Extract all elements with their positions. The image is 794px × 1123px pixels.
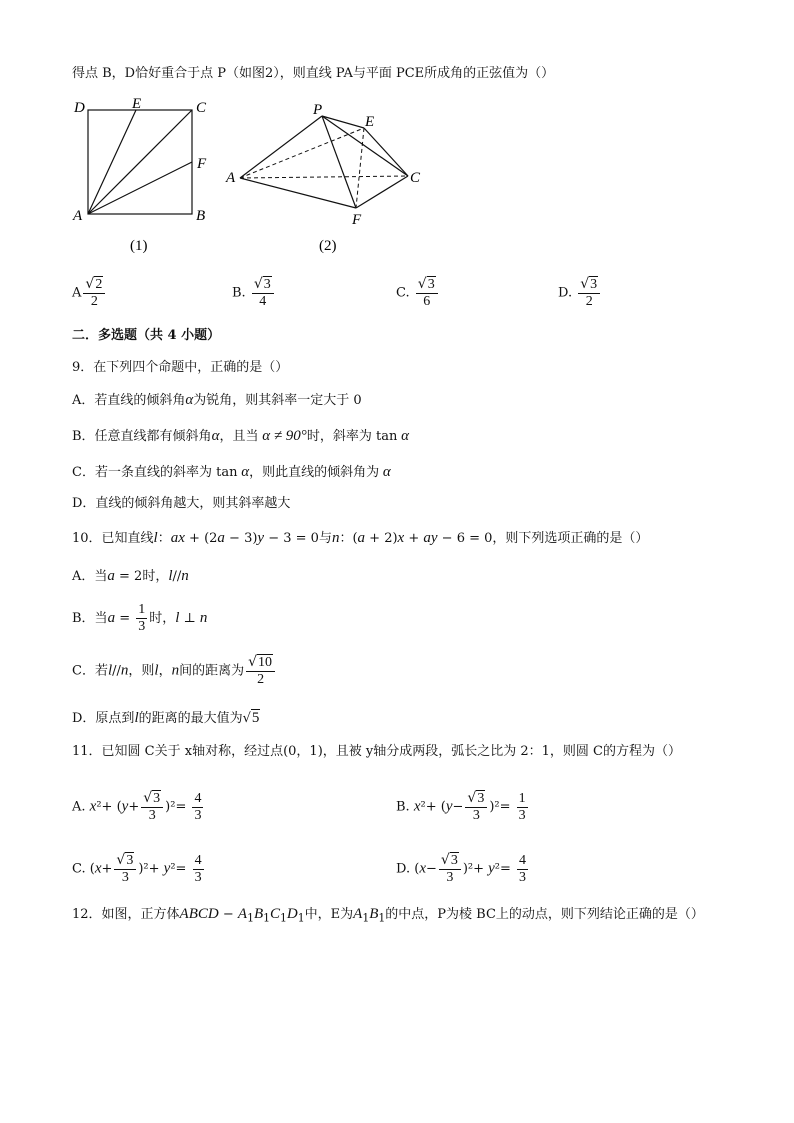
fig2-label-E: E: [365, 114, 375, 130]
fig1-caption: (1): [130, 238, 148, 254]
q12-stem: 12．如图，正方体ABCD − $A_1B_1C_1D_1$中，E为$A_1B_1$的中点，P为棱 BC上的动点，则下列结论正确的是（）: [72, 906, 704, 925]
option-fraction: $\frac{√2}{2}$: [83, 276, 105, 310]
option-fraction: $\frac{√3}{6}$: [416, 276, 438, 310]
option-letter: B.: [232, 285, 246, 301]
fig1-label-F: F: [197, 156, 207, 172]
q8-option-d[interactable]: [558, 276, 602, 310]
fig1-label-D: D: [74, 100, 85, 116]
fig2-label-F: F: [352, 212, 362, 228]
q8-option-a[interactable]: [72, 276, 107, 310]
q9-option-c[interactable]: C．若一条直线的斜率为 tan α，则此直线的倾斜角为 α: [72, 464, 391, 480]
option-letter: D.: [558, 285, 573, 301]
q8-option-c[interactable]: [396, 276, 440, 310]
fig2-caption: (2): [319, 238, 337, 254]
q11-option-c[interactable]: C. (x+ $\frac{√3}{3}$ )²+ y²= $\frac{4}{3}$: [72, 852, 202, 885]
q10-stem: 10．已知直线l：ax + (2a − 3)y − 3 = 0与n：(a + 2)x + ay − 6 = 0，则下列选项正确的是（）: [72, 530, 649, 546]
q9-option-a[interactable]: A．若直线的倾斜角α为锐角，则其斜率一定大于 0: [72, 392, 362, 408]
q10-option-b[interactable]: B．当a = $\frac{1}{3}$ 时，l ⊥ n: [72, 602, 208, 634]
q8-stem-line: 得点 B，D恰好重合于点 P（如图2），则直线 PA与平面 PCE所成角的正弦值为（）: [72, 66, 555, 81]
option-fraction: $\frac{√3}{4}$: [252, 276, 274, 310]
q10-option-d[interactable]: D．原点到l的距离的最大值为√5: [72, 710, 260, 726]
q10-option-c[interactable]: C．若l//n，则l，n间的距离为 $\frac{√10}{2}$: [72, 654, 277, 688]
option-letter: C.: [396, 285, 410, 301]
section-title: 二．多选题（共 4 小题）: [72, 328, 221, 343]
fig2-label-C: C: [410, 170, 421, 186]
fig1-label-C: C: [196, 100, 207, 116]
q11-option-a[interactable]: A. x²+ (y+ $\frac{√3}{3}$ )²= $\frac{4}{3}$: [72, 790, 202, 823]
q11-option-d[interactable]: D. (x− $\frac{√3}{3}$ )²+ y²= $\frac{4}{3}$: [396, 852, 527, 885]
q10-option-a[interactable]: A．当a = 2时，l//n: [72, 568, 189, 584]
q9-option-b[interactable]: B．任意直线都有倾斜角α，且当 α ≠ 90°时，斜率为 tan α: [72, 428, 409, 444]
fig1-label-E: E: [132, 96, 142, 112]
fig1-label-B: B: [196, 208, 206, 224]
fig1-label-A: A: [73, 208, 83, 224]
figure-1-square: [70, 96, 220, 256]
q11-option-b[interactable]: B. x²+ (y− $\frac{√3}{3}$ )²= $\frac{1}{3}$: [396, 790, 526, 823]
figure-2-pyramid: [222, 96, 432, 256]
option-fraction: $\frac{√3}{2}$: [578, 276, 600, 310]
q9-stem: 9．在下列四个命题中，正确的是（）: [72, 360, 289, 375]
q9-option-d[interactable]: D．直线的倾斜角越大，则其斜率越大: [72, 496, 291, 511]
fig2-label-P: P: [313, 102, 323, 118]
q8-option-b[interactable]: [232, 276, 276, 310]
q11-stem: 11．已知圆 C关于 x轴对称，经过点(0，1)，且被 y轴分成两段，弧长之比为 2：1，则圆 C的方程为（）: [72, 744, 682, 759]
option-letter: A: [72, 285, 82, 301]
fig2-label-A: A: [226, 170, 236, 186]
